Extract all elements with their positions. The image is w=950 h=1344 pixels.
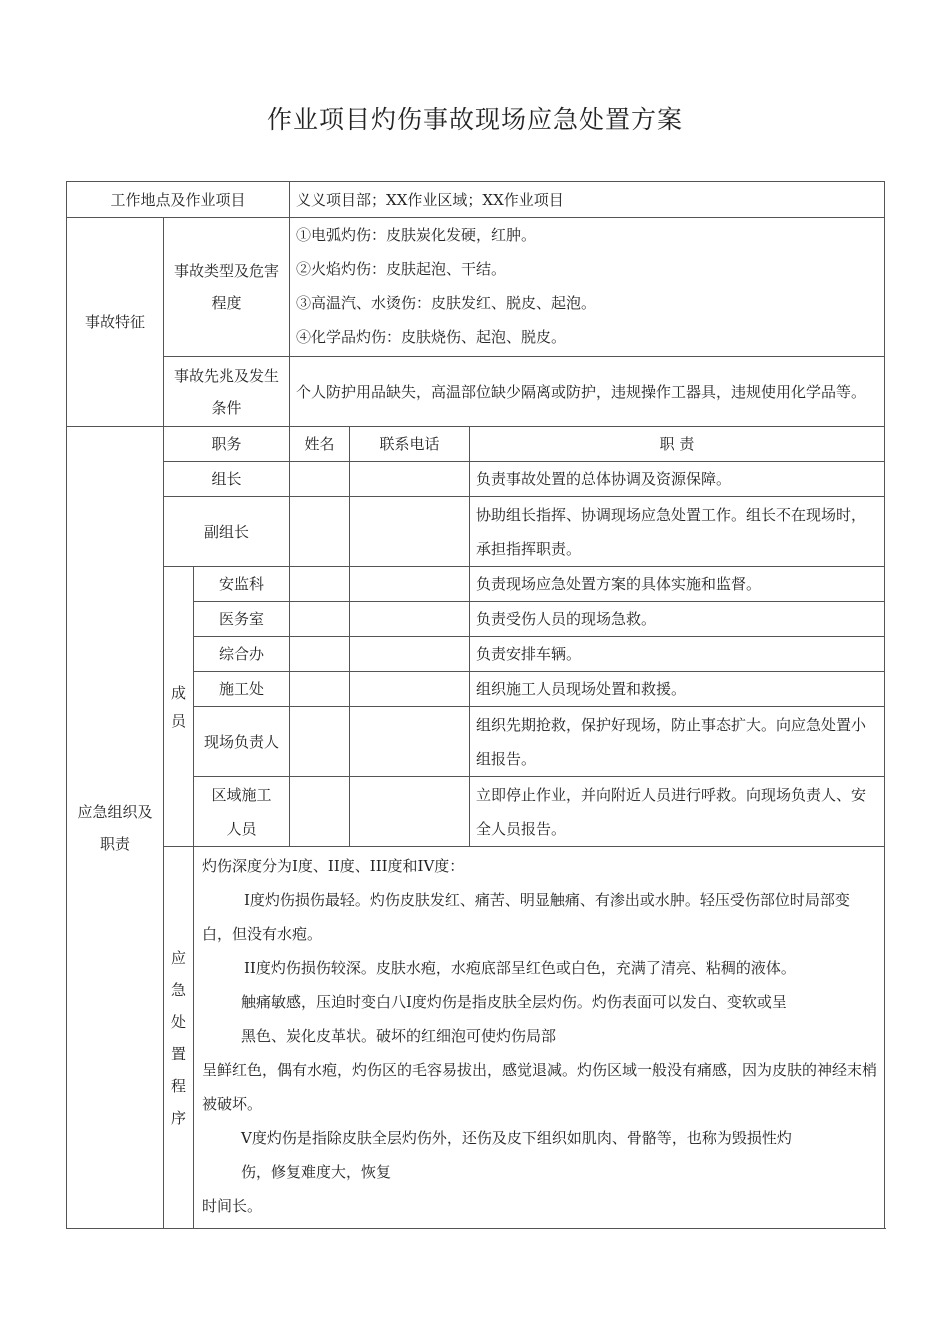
procedure-paragraph: 黑色、炭化皮革状。破坏的红细泡可使灼伤局部: [241, 1027, 557, 1045]
member-role: 安监科: [194, 567, 290, 602]
procedure-row: [67, 847, 885, 1229]
deputy-name-cell: [290, 497, 350, 567]
member-duty: 负责现场应急处置方案的具体实施和监督。: [470, 567, 885, 602]
member-row: [67, 567, 885, 602]
members-label: 成员: [164, 567, 194, 847]
member-phone-cell: [350, 567, 470, 602]
procedure-paragraph: II度灼伤损伤较深。皮肤水疱，水疱底部呈红色或白色，充满了清亮、粘稠的液体。: [244, 959, 796, 977]
member-duty: 组织施工人员现场处置和救援。: [470, 672, 885, 707]
member-role: 施工处: [194, 672, 290, 707]
member-name-cell: [290, 707, 350, 777]
org-header-row: [67, 427, 885, 462]
org-header-phone: 联系电话: [350, 427, 470, 462]
member-phone-cell: [350, 707, 470, 777]
member-phone-cell: [350, 672, 470, 707]
precursor-text: 个人防护用品缺失，高温部位缺少隔离或防护，违规操作工器具，违规使用化学品等。: [290, 357, 885, 427]
member-name-cell: [290, 672, 350, 707]
member-role: 现场负责人: [194, 707, 290, 777]
deputy-role: 副组长: [164, 497, 290, 567]
member-phone-cell: [350, 637, 470, 672]
accident-type-item: ③高温汽、水烫伤：皮肤发红、脱皮、起泡。: [296, 294, 597, 312]
org-header-duty: 职 责: [470, 427, 885, 462]
leader-role: 组长: [164, 462, 290, 497]
member-phone-cell: [350, 777, 470, 847]
leader-name-cell: [290, 462, 350, 497]
procedure-body: [194, 847, 885, 1229]
leader-phone-cell: [350, 462, 470, 497]
member-name-cell: [290, 567, 350, 602]
work-location-row: [67, 182, 885, 218]
org-label: 应急组织及职责: [67, 427, 164, 1229]
precursor-row: [67, 357, 885, 427]
accident-type-item: ①电弧灼伤：皮肤炭化发硬，红肿。: [296, 226, 537, 244]
member-duty: 组织先期抢救，保护好现场，防止事态扩大。向应急处置小组报告。: [470, 707, 885, 777]
member-phone-cell: [350, 602, 470, 637]
deputy-phone-cell: [350, 497, 470, 567]
procedure-paragraph: 灼伤深度分为I度、II度、III度和IV度：: [202, 857, 465, 875]
procedure-paragraph: V度灼伤是指除皮肤全层灼伤外，还伤及皮下组织如肌肉、骨骼等，也称为毁损性灼: [241, 1129, 792, 1147]
procedure-paragraph: 伤，修复难度大，恢复: [241, 1163, 392, 1181]
deputy-duty: 协助组长指挥、协调现场应急处置工作。组长不在现场时，承担指挥职责。: [470, 497, 885, 567]
accident-type-item: ②火焰灼伤：皮肤起泡、干结。: [296, 260, 507, 278]
member-duty: 立即停止作业，并向附近人员进行呼救。向现场负责人、安全人员报告。: [470, 777, 885, 847]
org-header-role: 职务: [164, 427, 290, 462]
member-name-cell: [290, 602, 350, 637]
accident-type-item: ④化学品灼伤：皮肤烧伤、起泡、脱皮。: [296, 328, 567, 346]
accident-type-list: [290, 218, 885, 357]
org-leader-row: [67, 462, 885, 497]
member-name-cell: [290, 637, 350, 672]
org-deputy-row: [67, 497, 885, 567]
leader-duty: 负责事故处置的总体协调及资源保障。: [470, 462, 885, 497]
accident-type-row: [67, 218, 885, 357]
procedure-paragraph: 触痛敏感，压迫时变白八I度灼伤是指皮肤全层灼伤。灼伤表面可以发白、变软或呈: [241, 993, 787, 1011]
work-location-label: 工作地点及作业项目: [67, 182, 290, 218]
org-header-name: 姓名: [290, 427, 350, 462]
work-location-value: 义义项目部；XX作业区域；XX作业项目: [290, 182, 885, 218]
accident-features-label: 事故特征: [67, 218, 164, 427]
precursor-label: 事故先兆及发生条件: [164, 357, 290, 427]
accident-type-label: 事故类型及危害程度: [164, 218, 290, 357]
procedure-paragraph: I度灼伤损伤最轻。灼伤皮肤发红、痛苦、明显触痛、有渗出或水肿。轻压受伤部位时局部变白，但没有水疱。: [202, 891, 850, 943]
procedure-paragraph: 时间长。: [202, 1197, 263, 1215]
procedure-paragraph: 呈鲜红色，偶有水疱，灼伤区的毛容易拔出，感觉退减。灼伤区域一般没有痛感，因为皮肤的神经末梢被破坏。: [202, 1061, 878, 1113]
page-title: 作业项目灼伤事故现场应急处置方案: [266, 105, 683, 134]
member-role: 综合办: [194, 637, 290, 672]
emergency-plan-table: [66, 181, 885, 1229]
member-duty: 负责安排车辆。: [470, 637, 885, 672]
member-role: 区域施工人员: [194, 777, 290, 847]
member-name-cell: [290, 777, 350, 847]
member-duty: 负责受伤人员的现场急救。: [470, 602, 885, 637]
procedure-label: 应急处置程序: [164, 847, 194, 1229]
member-role: 医务室: [194, 602, 290, 637]
